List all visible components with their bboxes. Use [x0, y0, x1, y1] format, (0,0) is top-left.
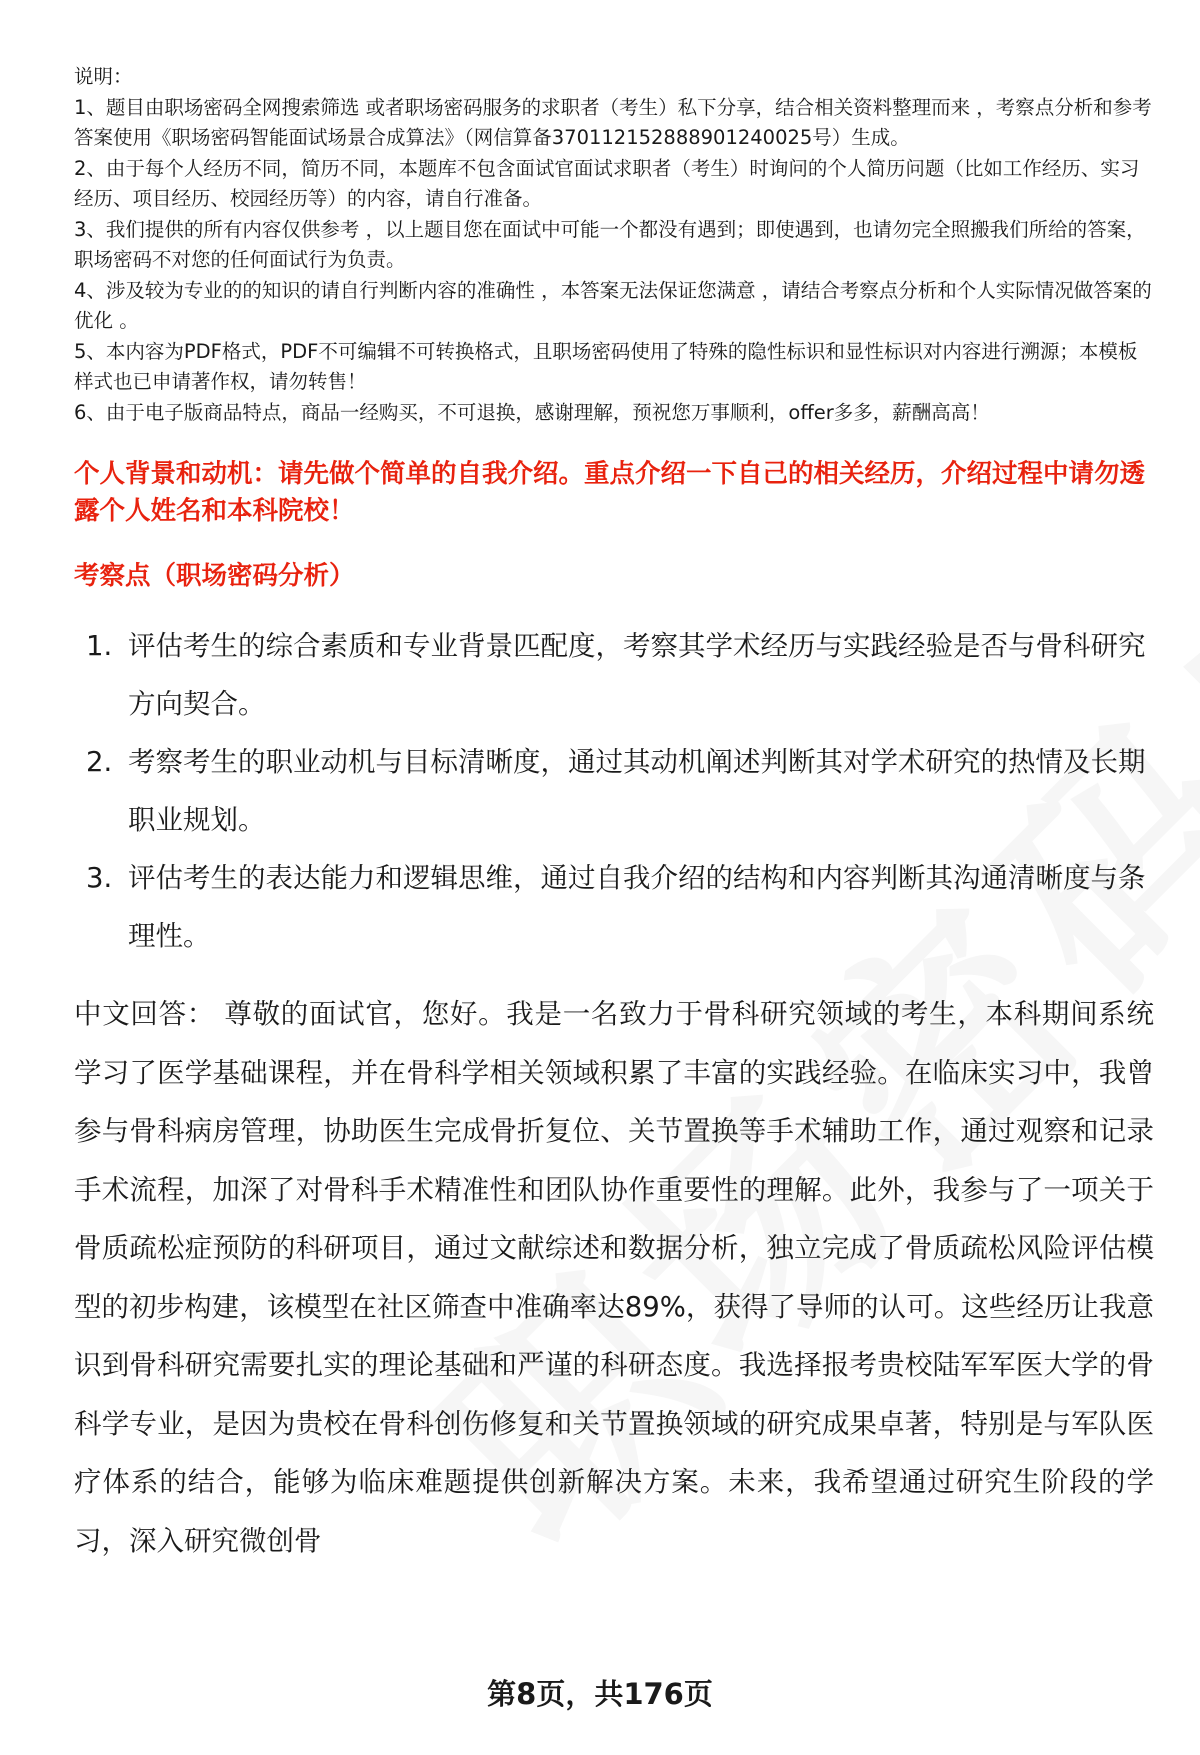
note-item-2: 2、由于每个人经历不同，简历不同，本题库不包含面试官面试求职者（考生）时询问的个人简历问题（比如工作经历、实习经历、项目经历、校园经历等）的内容，请自行准备。: [74, 156, 1140, 210]
point-number: 1.: [86, 630, 113, 662]
note-item-5: 5、本内容为PDF格式，PDF不可编辑不可转换格式，且职场密码使用了特殊的隐性标识和显性标识对内容进行溯源；本模板样式也已申请著作权，请勿转售！: [74, 339, 1138, 393]
answer-label: 中文回答：: [74, 998, 215, 1030]
point-text: 考察考生的职业动机与目标清晰度，通过其动机阐述判断其对学术研究的热情及长期职业规划。: [128, 746, 1146, 836]
answer-paragraph: [74, 985, 1154, 1570]
point-number: 2.: [86, 746, 113, 778]
note-item-6: 6、由于电子版商品特点，商品一经购买，不可退换，感谢理解，预祝您万事顺利，offer多多，薪酬高高！: [74, 400, 990, 424]
analysis-point: [74, 849, 1154, 965]
analysis-title: 考察点（职场密码分析）: [74, 561, 355, 591]
point-number: 3.: [86, 862, 113, 894]
document-page: [74, 62, 1154, 1570]
note-item-3: 3、我们提供的所有内容仅供参考 ，以上题目您在面试中可能一个都没有遇到；即使遇到，也请勿完全照搬我们所给的答案，职场密码不对您的任何面试行为负责。: [74, 217, 1146, 271]
note-item-4: 4、涉及较为专业的的知识的请自行判断内容的准确性 ，本答案无法保证您满意 ，请结合考察点分析和个人实际情况做答案的优化 。: [74, 278, 1152, 332]
analysis-point: [74, 733, 1154, 849]
analysis-points: [74, 617, 1154, 965]
point-text: 评估考生的表达能力和逻辑思维，通过自我介绍的结构和内容判断其沟通清晰度与条理性。: [128, 862, 1146, 952]
point-text: 评估考生的综合素质和专业背景匹配度，考察其学术经历与实践经验是否与骨科研究方向契合。: [128, 630, 1146, 720]
page-number: 第8页，共176页: [487, 1677, 713, 1711]
notes-section: [74, 62, 1154, 428]
question-heading: 个人背景和动机：请先做个简单的自我介绍。重点介绍一下自己的相关经历，介绍过程中请勿透露个人姓名和本科院校！: [74, 459, 1146, 526]
analysis-point: [74, 617, 1154, 733]
answer-text: 尊敬的面试官，您好。我是一名致力于骨科研究领域的考生，本科期间系统学习了医学基础课程，并在骨科学相关领域积累了丰富的实践经验。在临床实习中，我曾参与骨科病房管理，协助医生完成骨折复位、关节置换等手术辅助工作，通过观察和记录手术流程，加深了对骨科手术精准性和团队协作重要性的理解。此外，我参与了一项关于骨质疏松症预防的科研项目，通过文献综述和数据分析，独立完成了骨质疏松风险评估模型的初步构建，该模型在社区筛查中准确率达89%，获得了导师的认可。这些经历让我意识到骨科研究需要扎实的理论基础和严谨的科研态度。我选择报考贵校陆军军医大学的骨科学专业，是因为贵校在骨科创伤修复和关节置换领域的研究成果卓著，特别是与军队医疗体系的结合，能够为临床难题提供创新解决方案。未来，我希望通过研究生阶段的学习，深入研究微创骨: [74, 998, 1155, 1557]
note-item-1: 1、题目由职场密码全网搜索筛选 或者职场密码服务的求职者（考生）私下分享，结合相关资料整理而来 ，考察点分析和参考答案使用《职场密码智能面试场景合成算法》（网信算备370112152888901240025号）生成。: [74, 95, 1152, 149]
notes-heading: 说明：: [74, 65, 133, 88]
